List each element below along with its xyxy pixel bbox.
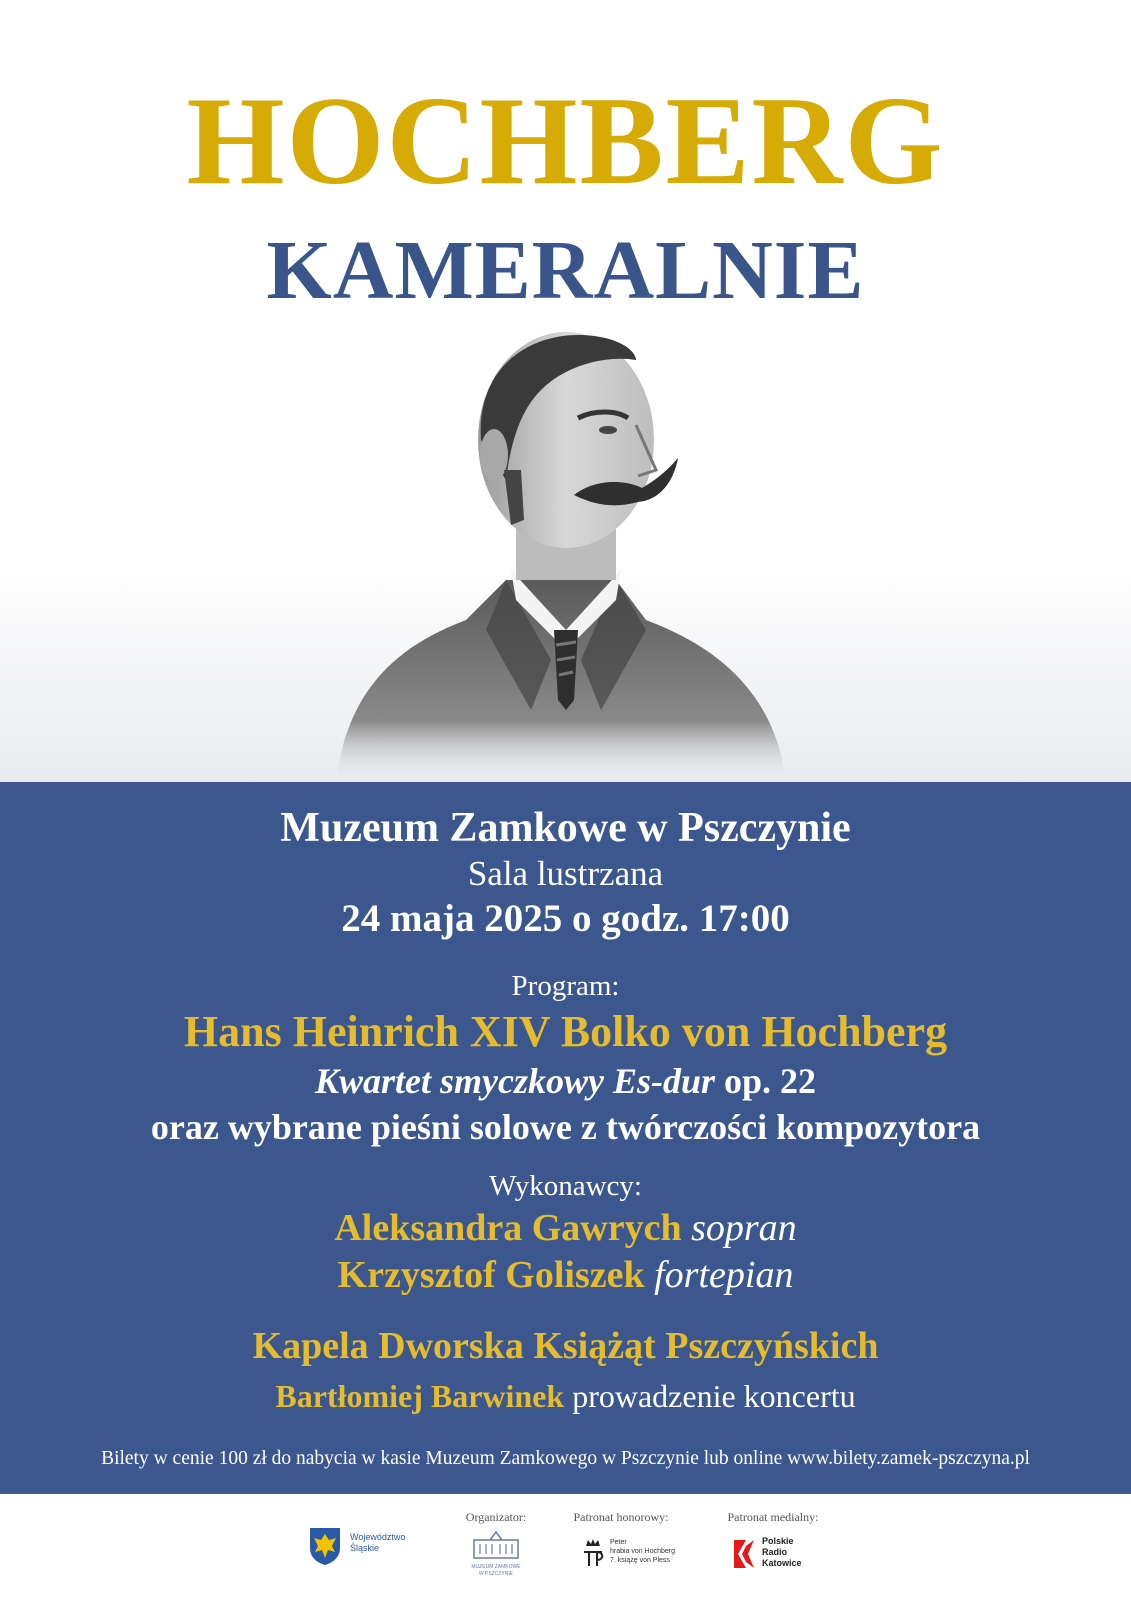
performer-name: Aleksandra Gawrych: [334, 1207, 682, 1249]
performer-row: [0, 1206, 1131, 1250]
work-opus: op. 22: [724, 1061, 817, 1101]
hochberg-crown-monogram-icon: [580, 1538, 606, 1568]
region-logo: [308, 1526, 428, 1570]
work-title: Kwartet smyczkowy Es-dur: [314, 1061, 715, 1101]
performer-row: [0, 1253, 1131, 1297]
region-name: Województwo Śląskie: [350, 1532, 406, 1553]
host-row: [0, 1378, 1131, 1415]
honorary-label: Patronat honorowy:: [573, 1510, 669, 1524]
performers-label: Wykonawcy:: [489, 1170, 642, 1202]
ensemble-name: Kapela Dworska Książąt Pszczyńskich: [252, 1325, 879, 1367]
honorary-patron-name: Peter hrabia von Hochberg 7. książę von Pless: [610, 1539, 675, 1564]
venue-name: Muzeum Zamkowe w Pszczynie: [280, 805, 851, 851]
honorary-patronage-block: [566, 1510, 676, 1564]
poster-subtitle: KAMERALNIE: [266, 224, 865, 317]
organizer-block: [456, 1510, 536, 1577]
program-additional: oraz wybrane pieśni solowe z twórczości kompozytora: [150, 1107, 981, 1147]
sponsors-footer: [0, 1494, 1131, 1600]
silesian-eagle-icon: [308, 1526, 342, 1566]
ticket-info: Bilety w cenie 100 zł do nabycia w kasie Muzeum Zamkowego w Pszczynie lub online www.bilety.zamek-pszczyna.pl: [101, 1448, 1030, 1469]
program-work: [0, 1060, 1131, 1102]
polskie-radio-logo-icon: [732, 1538, 756, 1570]
program-label: Program:: [511, 970, 620, 1002]
performer-role: fortepian: [654, 1254, 794, 1296]
event-datetime: 24 maja 2025 o godz. 17:00: [341, 897, 790, 940]
performer-role: sopran: [691, 1207, 797, 1249]
event-info-panel: [0, 782, 1131, 1494]
organizer-logo-text: MUZEUM ZAMKOWE W PSZCZYNIE: [471, 1564, 521, 1577]
media-patron-name: Polskie Radio Katowice: [762, 1536, 802, 1568]
host-name: Bartłomiej Barwinek: [275, 1378, 565, 1414]
venue-hall: Sala lustrzana: [467, 854, 664, 893]
composer-portrait: [316, 330, 816, 782]
header-section: [0, 0, 1131, 782]
poster-title: HOCHBERG: [186, 72, 945, 211]
host-role: prowadzenie koncertu: [572, 1378, 856, 1414]
castle-museum-icon: [470, 1530, 522, 1560]
media-patronage-block: [718, 1510, 828, 1568]
composer-name: Hans Heinrich XIV Bolko von Hochberg: [183, 1007, 948, 1056]
organizer-label: Organizator:: [465, 1510, 527, 1524]
performer-name: Krzysztof Goliszek: [337, 1254, 645, 1296]
media-label: Patronat medialny:: [727, 1510, 819, 1524]
